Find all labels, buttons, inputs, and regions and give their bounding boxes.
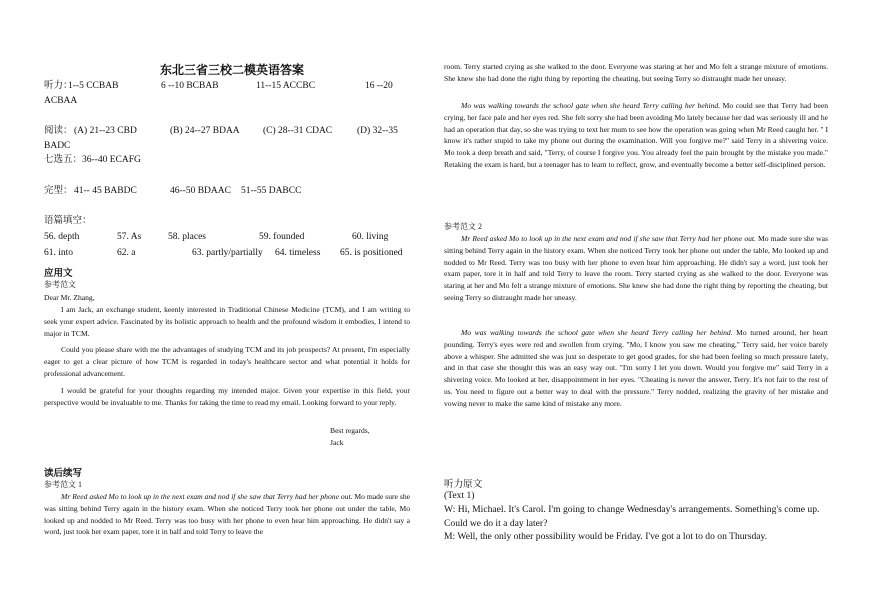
letter-greeting: Dear Mr. Zhang, xyxy=(44,293,95,302)
story-paragraph xyxy=(444,327,828,410)
reading-section-c: (C) 28--31 CDAC xyxy=(263,126,333,136)
grammar-answer: 57. As xyxy=(117,232,142,242)
letter-paragraph: Could you please share with me the advantages of studying TCM and its job prospects? At present, I'm especially eager to get a clear picture of how TCM is regarded in today's healthcare sector and what potential it holds for professional advancement. xyxy=(44,345,410,378)
transcript-text-label: (Text 1) xyxy=(444,490,475,501)
transcript-heading: 听力原文 xyxy=(444,479,483,490)
seven-choose-five-answers: 七选五：36--40 ECAFG xyxy=(44,155,141,165)
cloze-label: 完型： xyxy=(44,186,73,196)
section-heading: 读后续写 xyxy=(44,469,83,479)
story-text: Mo made sure she was sitting behind Terry again in the history exam. When she noticed Terry took her phone out under the table, Mo looked up and nodded to Mr Reed. Terry was too busy with her phone to even hear him approaching. He didn't say a word, just took her exam paper, tore it in half and told Terry to leave the room. Terry started crying as she walked to the door. Everyone was staring at her and Mo felt a strange mixture of emotions. She knew she had done the right thing by reporting the cheating, but seeing Terry so distraught made her uneasy. xyxy=(444,234,828,302)
reading-label: 阅读： xyxy=(44,126,73,136)
grammar-answer: 58. places xyxy=(168,232,206,242)
grammar-answer: 59. founded xyxy=(259,232,305,242)
cloze-group-3: 51--55 DABCC xyxy=(241,186,302,196)
story-paragraph: room. Terry started crying as she walked to the door. Everyone was staring at her and Mo felt a strange mixture of emotions. She knew she had done the right thing by reporting the cheating, but seeing Terry so distraught made her uneasy. xyxy=(444,62,828,83)
listening-group-3: 11--15 ACCBC xyxy=(256,81,316,91)
cloze-group-2: 46--50 BDAAC xyxy=(170,186,231,196)
letter-paragraph: I would be grateful for your thoughts regarding my intended major. Given your expertise in this field, your perspective would be invaluable to me. Thanks for taking the time to read my email. Looking forward to your reply. xyxy=(44,386,410,407)
listening-label: 听力： xyxy=(44,81,73,91)
grammar-answer: 62. a xyxy=(117,248,136,258)
story-opening-sentence: Mr Reed asked Mo to look up in the next exam and nod if she saw that Terry had her phone out. xyxy=(461,234,756,243)
listening-group-1: 1--5 CCBAB xyxy=(68,81,119,91)
grammar-answer: 63. partly/partially xyxy=(192,248,263,258)
listening-group-2: 6 --10 BCBAB xyxy=(161,81,219,91)
story-opening-sentence: Mr Reed asked Mo to look up in the next exam and nod if she saw that Terry had her phone out. xyxy=(61,492,353,501)
story-text: Mo turned around, her heart pounding. Terry's eyes were red and swollen from crying. "Mo, I know you saw me cheating," Terry said, her voice barely above a whisper. She admitted she was just so desperate to get good grades, for she had been feeling so much pressure lately, and in that case she thought this was an easy way out. "I'm sorry I let you down. Would you forgive me" said Terry in a shivering voice. Mo looked at her, disappointment in her eyes. "Cheating is never the answer, Terry. It's not fair to the rest of us. You need to figure out a better way to deal with the pressure." Terry nodded, realizing the gravity of her mistake and vowing never to make the same kind of mistake any more. xyxy=(444,328,828,408)
story-opening-sentence: Mo was walking towards the school gate when she heard Terry calling her behind. xyxy=(461,101,721,110)
reference-label: 参考范文 xyxy=(44,280,76,289)
grammar-answer: 64. timeless xyxy=(275,248,321,258)
listening-group-4: 16 --20 xyxy=(365,81,393,91)
transcript-line: M: Well, the only other possibility would be Friday. I've got a lot to do on Thursday. xyxy=(444,531,768,542)
reading-section-a: (A) 21--23 CBD xyxy=(74,126,137,136)
story-paragraph xyxy=(444,233,828,304)
grammar-answer: 61. into xyxy=(44,248,74,258)
listening-continued: ACBAA xyxy=(44,96,78,106)
grammar-answer: 56. depth xyxy=(44,232,80,242)
story-text: Mo could see that Terry had been crying, her face pale and her eyes red. She felt sorry she had been avoiding Mo lately because her dad was seriously ill and he had an operation that day, so she was trying to text her mum to see how the operation was going when Mr Reed caught her. " I know it's rather stupid to take my phone out during the examination. Will you forgive me?" said Terry in a shivering voice. Mo took a deep breath and said, "Terry, of course I forgive you. You already feel the pain brought by the mistake you made." Retaking the exam is hard, but a teenager has to learn to reflect, grow, and eventually become a better self-disciplined person. xyxy=(444,101,828,169)
reading-continued: BADC xyxy=(44,141,71,151)
grammar-answer: 65. is positioned xyxy=(340,248,403,258)
transcript-line: W: Hi, Michael. It's Carol. I'm going to change Wednesday's arrangements. Something's come up. Could we do it a day later? xyxy=(444,504,820,529)
reference-label: 参考范文 2 xyxy=(444,222,482,231)
reference-label: 参考范文 1 xyxy=(44,480,82,489)
story-paragraph xyxy=(444,100,828,171)
story-text: Mo made sure she was sitting behind Terry again in the history exam. When she noticed Terry took her phone out under the table, Mo looked up and nodded to Mr Reed. Terry was too busy with her phone to even hear him approaching. He didn't say a word, just took her exam paper, tore it in half and told Terry to leave the xyxy=(44,492,410,537)
letter-paragraph: I am Jack, an exchange student, keenly interested in Traditional Chinese Medicine (TCM), and I am writing to seek your expert advice. Fascinated by its holistic approach to health and the profound wisdom it embodies, I intend to major in TCM. xyxy=(44,305,410,338)
page-title: 东北三省三校二模英语答案 xyxy=(160,63,305,77)
grammar-answer: 60. living xyxy=(352,232,389,242)
reading-section-d: (D) 32--35 xyxy=(357,126,398,136)
reading-section-b: (B) 24--27 BDAA xyxy=(170,126,240,136)
letter-signature: Jack xyxy=(330,438,344,447)
cloze-group-1: 41-- 45 BABDC xyxy=(74,186,137,196)
story-paragraph xyxy=(44,491,410,538)
section-heading: 应用文 xyxy=(44,269,73,279)
letter-closing: Best regards, xyxy=(330,426,370,435)
story-opening-sentence: Mo was walking towards the school gate when she heard Terry calling her behind. xyxy=(461,328,733,337)
grammar-label: 语篇填空： xyxy=(44,216,92,226)
